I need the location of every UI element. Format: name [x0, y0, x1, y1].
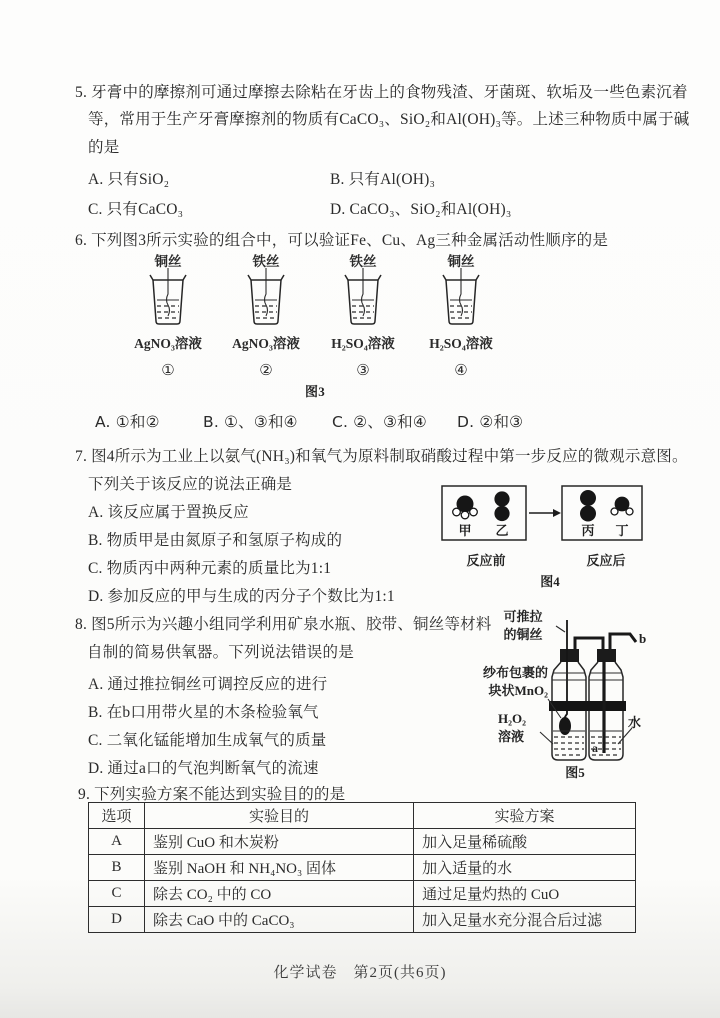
beaker-icon — [341, 267, 385, 329]
table-row — [89, 907, 636, 933]
q5-option-c: C. 只有CaCO₃ — [88, 201, 184, 218]
q7-option-a: A. 该反应属于置换反应 — [88, 504, 249, 521]
q6-option-a: A. ①和② — [95, 413, 160, 431]
header-plan: 实验方案 — [414, 803, 636, 829]
h2o2-label-line2: 溶液 — [498, 728, 525, 744]
q8-option-a: A. 通过推拉铜丝可调控反应的进行 — [88, 676, 328, 693]
table-row — [89, 829, 636, 855]
question-6 — [75, 228, 675, 433]
row-a-plan: 加入足量稀硫酸 — [414, 829, 636, 855]
wire-label: 铜丝 — [154, 254, 182, 269]
figure-4-molecular-diagram — [440, 484, 672, 594]
q6-option-b: B. ①、③和④ — [203, 413, 298, 431]
header-purpose: 实验目的 — [145, 803, 414, 829]
pushable-wire-label-line1: 可推拉 — [503, 609, 543, 624]
figure-5-caption: 图5 — [565, 765, 585, 780]
page-footer: 化学试卷 第2页(共6页) — [273, 965, 447, 981]
molecule-label-ding: 丁 — [615, 523, 629, 538]
table-row — [89, 855, 636, 881]
q7-option-d: D. 参加反应的甲与生成的丙分子个数比为1:1 — [88, 588, 395, 605]
q7-stem-line-1: 7. 图4所示为工业上以氨气(NH₃)和氧气为原料制取硝酸过程中第一步反应的微观示意图。 — [75, 448, 688, 465]
molecule-label-yi: 乙 — [495, 523, 509, 538]
table-row — [89, 881, 636, 907]
solution-label: AgNO₃溶液 — [232, 336, 300, 351]
figure-4-caption: 图4 — [540, 574, 560, 589]
water-label: 水 — [628, 715, 642, 730]
wire-label: 铜丝 — [447, 254, 475, 269]
q8-option-b: B. 在b口用带火星的木条检验氧气 — [88, 704, 319, 721]
q7-option-b: B. 物质甲是由氮原子和氢原子构成的 — [88, 532, 343, 549]
q6-option-d: D. ②和③ — [457, 413, 524, 431]
q5-stem-line-3: 的是 — [88, 139, 120, 156]
mno2-label — [462, 664, 548, 699]
row-a-option: A — [89, 829, 145, 855]
after-reaction-label: 反应后 — [586, 553, 626, 568]
beaker-icon — [146, 267, 190, 329]
figure3-beaker-4 — [413, 250, 509, 379]
port-a-label: a — [592, 741, 598, 755]
before-reaction-label: 反应前 — [466, 553, 506, 568]
molecule-label-bing: 丙 — [581, 523, 595, 538]
q5-option-b: B. 只有Al(OH)₃ — [330, 171, 436, 188]
figure-number: ③ — [356, 361, 370, 379]
q8-stem-line-2: 自制的简易供氧器。下列说法错误的是 — [87, 644, 354, 661]
row-d-purpose: 除去 CaO 中的 CaCO₃ — [145, 907, 414, 933]
q9-stem: 9. 下列实验方案不能达到实验目的的是 — [78, 786, 346, 803]
experiment-table — [88, 802, 636, 933]
reaction-diagram — [440, 484, 670, 544]
mno2-label-line2: 块状MnO₂ — [488, 682, 548, 698]
row-c-option: C — [89, 881, 145, 907]
header-option: 选项 — [89, 803, 145, 829]
figure-number: ① — [161, 361, 175, 379]
h2o2-label — [498, 710, 542, 745]
port-b-label: b — [639, 631, 647, 646]
row-a-purpose: 鉴别 CuO 和木炭粉 — [145, 829, 414, 855]
h2o2-label-line1: H₂O₂ — [498, 711, 527, 726]
figure3-beaker-1 — [120, 250, 216, 379]
row-b-option: B — [89, 855, 145, 881]
beaker-icon — [244, 267, 288, 329]
molecule-label-jia: 甲 — [458, 523, 472, 538]
q5-stem-line-2: 等，常用于生产牙膏摩擦剂的物质有CaCO₃、SiO₂和Al(OH)₃等。上述三种物质中属于碱 — [88, 111, 690, 128]
q8-stem-line-1: 8. 图5所示为兴趣小组同学利用矿泉水瓶、胶带、铜丝等材料 — [75, 616, 492, 633]
solution-label: H₂SO₄溶液 — [429, 336, 493, 351]
q8-option-d: D. 通过a口的气泡判断氧气的流速 — [88, 760, 319, 777]
q7-stem-line-2: 下列关于该反应的说法正确是 — [88, 476, 293, 493]
q5-option-d: D. CaCO₃、SiO₂和Al(OH)₃ — [330, 201, 512, 218]
q6-option-c: C. ②、③和④ — [332, 413, 427, 431]
figure3-beaker-2 — [218, 250, 314, 379]
figure-number: ② — [259, 361, 273, 379]
row-d-plan: 加入足量水充分混合后过滤 — [414, 907, 636, 933]
q8-option-c: C. 二氧化锰能增加生成氧气的质量 — [88, 732, 327, 749]
figure-3-caption: 图3 — [305, 384, 325, 399]
solution-label: H₂SO₄溶液 — [331, 336, 395, 351]
figure-5-apparatus — [460, 604, 684, 786]
row-b-plan: 加入适量的水 — [414, 855, 636, 881]
wire-label: 铁丝 — [349, 254, 377, 269]
q6-stem: 6. 下列图3所示实验的组合中，可以验证Fe、Cu、Ag三种金属活动性顺序的是 — [75, 232, 609, 249]
q7-option-c: C. 物质丙中两种元素的质量比为1:1 — [88, 560, 332, 577]
q5-option-a: A. 只有SiO₂ — [88, 171, 170, 188]
question-9 — [75, 782, 675, 932]
q5-stem-line-1: 5. 牙膏中的摩擦剂可通过摩擦去除粘在牙齿上的食物残渣、牙菌斑、软垢及一些色素沉着 — [75, 84, 688, 101]
row-d-option: D — [89, 907, 145, 933]
figure3-beaker-3 — [315, 250, 411, 379]
mno2-label-line1: 纱布包裹的 — [482, 665, 548, 680]
solution-label: AgNO₃溶液 — [134, 336, 202, 351]
beaker-icon — [439, 267, 483, 329]
row-b-purpose: 鉴别 NaOH 和 NH₄NO₃ 固体 — [145, 855, 414, 881]
pushable-wire-label — [490, 608, 556, 643]
wire-label: 铁丝 — [252, 254, 280, 269]
row-c-plan: 通过足量灼热的 CuO — [414, 881, 636, 907]
pushable-wire-label-line2: 的铜丝 — [503, 626, 543, 642]
figure-number: ④ — [454, 361, 468, 379]
row-c-purpose: 除去 CO₂ 中的 CO — [145, 881, 414, 907]
table-header-row — [89, 803, 636, 829]
question-5 — [75, 80, 690, 220]
